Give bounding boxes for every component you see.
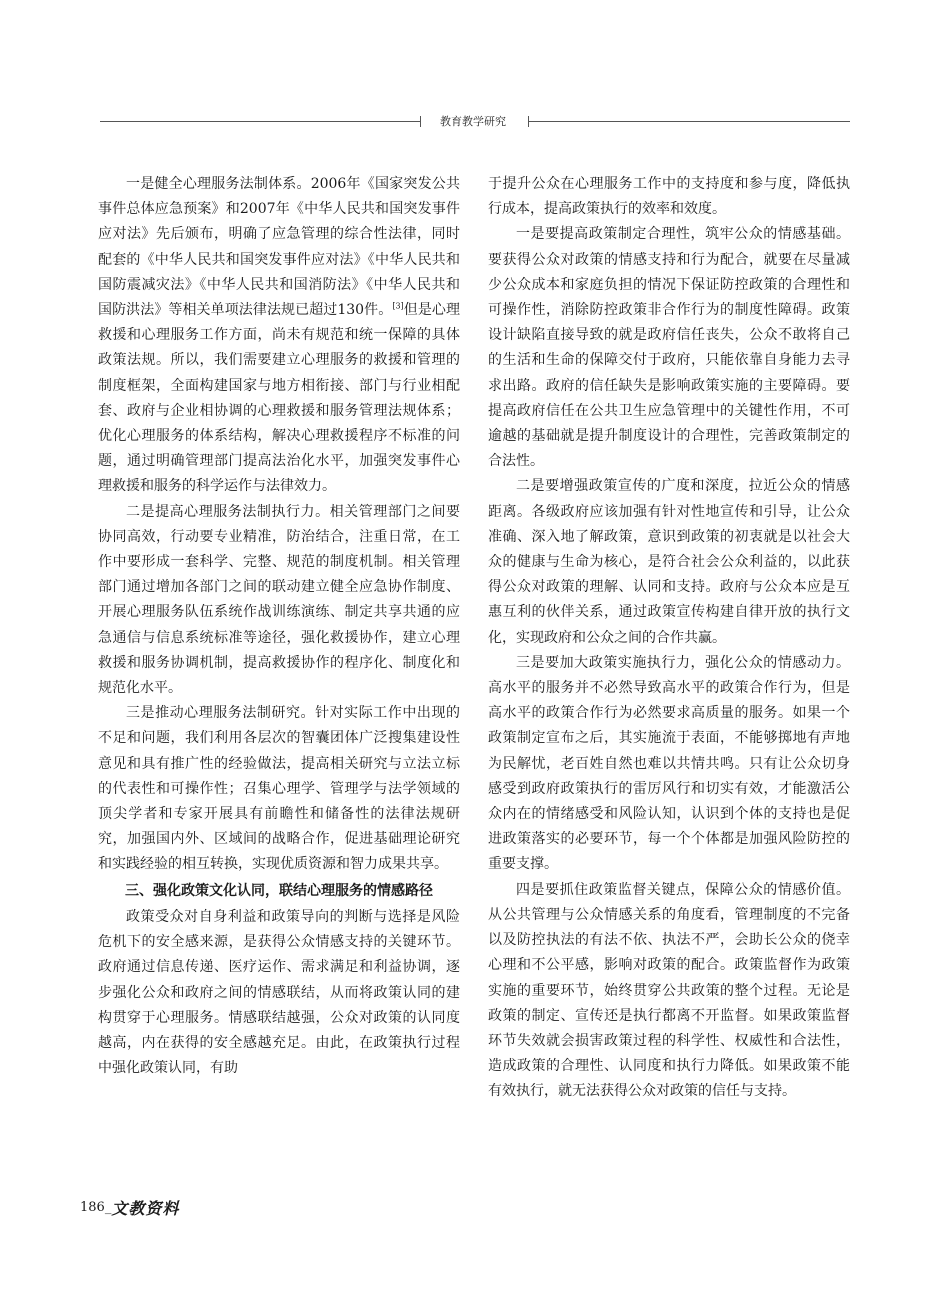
page-number: 186 [80, 1200, 105, 1215]
paragraph-policy-rationality: 一是要提高政策制定合理性，筑牢公众的情感基础。要获得公众对政策的情感支持和行为配合，就要在尽量减少公众成本和家庭负担的情况下保证防控政策的合理性和可操作性，消除防控政策非合作行为的制度性障碍。政策设计缺陷直接导致的就是政府信任丧失，公众不敢将自己的生活和生命的保障交付于政府，只能依靠自身能力去寻求出路。政府的信任缺失是影响政策实施的主要障碍。要提高政府信任在公共卫生应急管理中的关键性作用，不可逾越的基础就是提升制度设计的合理性，完善政策制定的合法性。 [488, 226, 850, 470]
section-heading: 三、强化政策文化认同，联结心理服务的情感路径 [125, 882, 433, 899]
paragraph-policy-publicity: 二是要增强政策宣传的广度和深度，拉近公众的情感距离。各级政府应该加强有针对性地宣传和引导，让公众准确、深入地了解政策，意识到政策的初衷就是以社会大众的健康与生命为核心，是符合社会公众利益的，以此获得公众对政策的理解、认同和支持。政府与公众本应是互惠互利的伙伴关系，通过政策宣传构建自律开放的执行文化，实现政府和公众之间的合作共赢。 [488, 478, 850, 646]
header-tick-left [420, 116, 421, 127]
left-column [98, 172, 460, 1081]
header-rule-left [100, 121, 420, 122]
section-title: 教育教学研究 [440, 115, 506, 128]
paragraph-policy-recognition: 政策受众对自身利益和政策导向的判断与选择是风险危机下的安全感来源，是获得公众情感支持的关键环节。政府通过信息传递、医疗运作、需求满足和利益协调，逐步强化公众和政府之间的情感联结，从而将政策认同的建构贯穿于心理服务。情感联结越强，公众对政策的认同度越高，内在获得的安全感越充足。由此，在政策执行过程中强化政策认同，有助 [98, 908, 460, 1077]
paragraph-text: 一是健全心理服务法制体系。2006年《国家突发公共事件总体应急预案》和2007年《中华人民共和国突发事件应对法》先后颁布，明确了应急管理的综合性法律，同时配套的《中华人民共和国突发事件应对法》《中华人民共和国防震减灾法》《中华人民共和国消防法》《中华人民共和国防洪法》等相关单项法律法规已超过130件。 [98, 176, 460, 319]
paragraph-legal-system [98, 172, 460, 500]
paragraph-text: 但是心理救援和心理服务工作方面，尚未有规范和统一保障的具体政策法规。所以，我们需要建立心理服务的救援和管理的制度框架，全面构建国家与地方相衔接、部门与行业相配套、政府与企业相协调的心理救援和服务管理法规体系；优化心理服务的体系结构，解决心理救援程序不标准的问题，通过明确管理部门提高法治化水平，加强突发事件心理救援和服务的科学运作与法律效力。 [98, 302, 460, 495]
running-header [100, 112, 850, 132]
header-rule-right [528, 121, 850, 122]
journal-name: 文教资料 [111, 1199, 180, 1218]
page-footer [80, 1196, 179, 1220]
paragraph-enforcement: 二是提高心理服务法制执行力。相关管理部门之间要协同高效，行动要专业精准，防治结合，注重日常，在工作中要形成一套科学、完整、规范的制度机制。相关管理部门通过增加各部门之间的联动建立健全应急协作制度、开展心理服务队伍系统作战训练演练、制定共享共通的应急通信与信息系统标准等途径，强化救援协作，建立心理救援和服务协调机制，提高救援协作的程序化、制度化和规范化水平。 [98, 503, 460, 697]
paragraph-research: 三是推动心理服务法制研究。针对实际工作中出现的不足和问题，我们利用各层次的智囊团体广泛搜集建设性意见和具有推广性的经验做法，提高相关研究与立法立标的代表性和可操作性；召集心理学、管理学与法学领域的顶尖学者和专家开展具有前瞻性和储备性的法律法规研究，加强国内外、区域间的战略合作，促进基础理论研究和实践经验的相互转换，实现优质资源和智力成果共享。 [98, 705, 460, 873]
paragraph-continued: 于提升公众在心理服务工作中的支持度和参与度，降低执行成本，提高政策执行的效率和效度。 [488, 176, 850, 218]
citation-ref: [3] [392, 301, 404, 311]
paragraph-policy-supervision: 四是要抓住政策监督关键点，保障公众的情感价值。从公共管理与公众情感关系的角度看，管理制度的不完备以及防控执法的有法不依、执法不严，会助长公众的侥幸心理和不公平感，影响对政策的配合。政策监督作为政策实施的重要环节，始终贯穿公共政策的整个过程。无论是政策的制定、宣传还是执行都离不开监督。如果政策监督环节失效就会损害政策过程的科学性、权威性和合法性，造成政策的合理性、认同度和执行力降低。如果政策不能有效执行，就无法获得公众对政策的信任与支持。 [488, 881, 850, 1100]
right-column [488, 172, 850, 1105]
footer-separator: _ [104, 1200, 112, 1215]
paragraph-policy-execution: 三是要加大政策实施执行力，强化公众的情感动力。高水平的服务并不必然导致高水平的政策合作行为，但是高水平的政策合作行为必然要求高质量的服务。如果一个政策制定宣布之后，其实施流于表面，不能够掷地有声地为民解忧，老百姓自然也难以共情共鸣。只有让公众切身感受到政府政策执行的雷厉风行和切实有效，才能激活公众内在的情绪感受和风险认知，认识到个体的支持也是促进政策落实的必要环节，每一个个体都是加强风险防控的重要支撑。 [488, 654, 850, 873]
